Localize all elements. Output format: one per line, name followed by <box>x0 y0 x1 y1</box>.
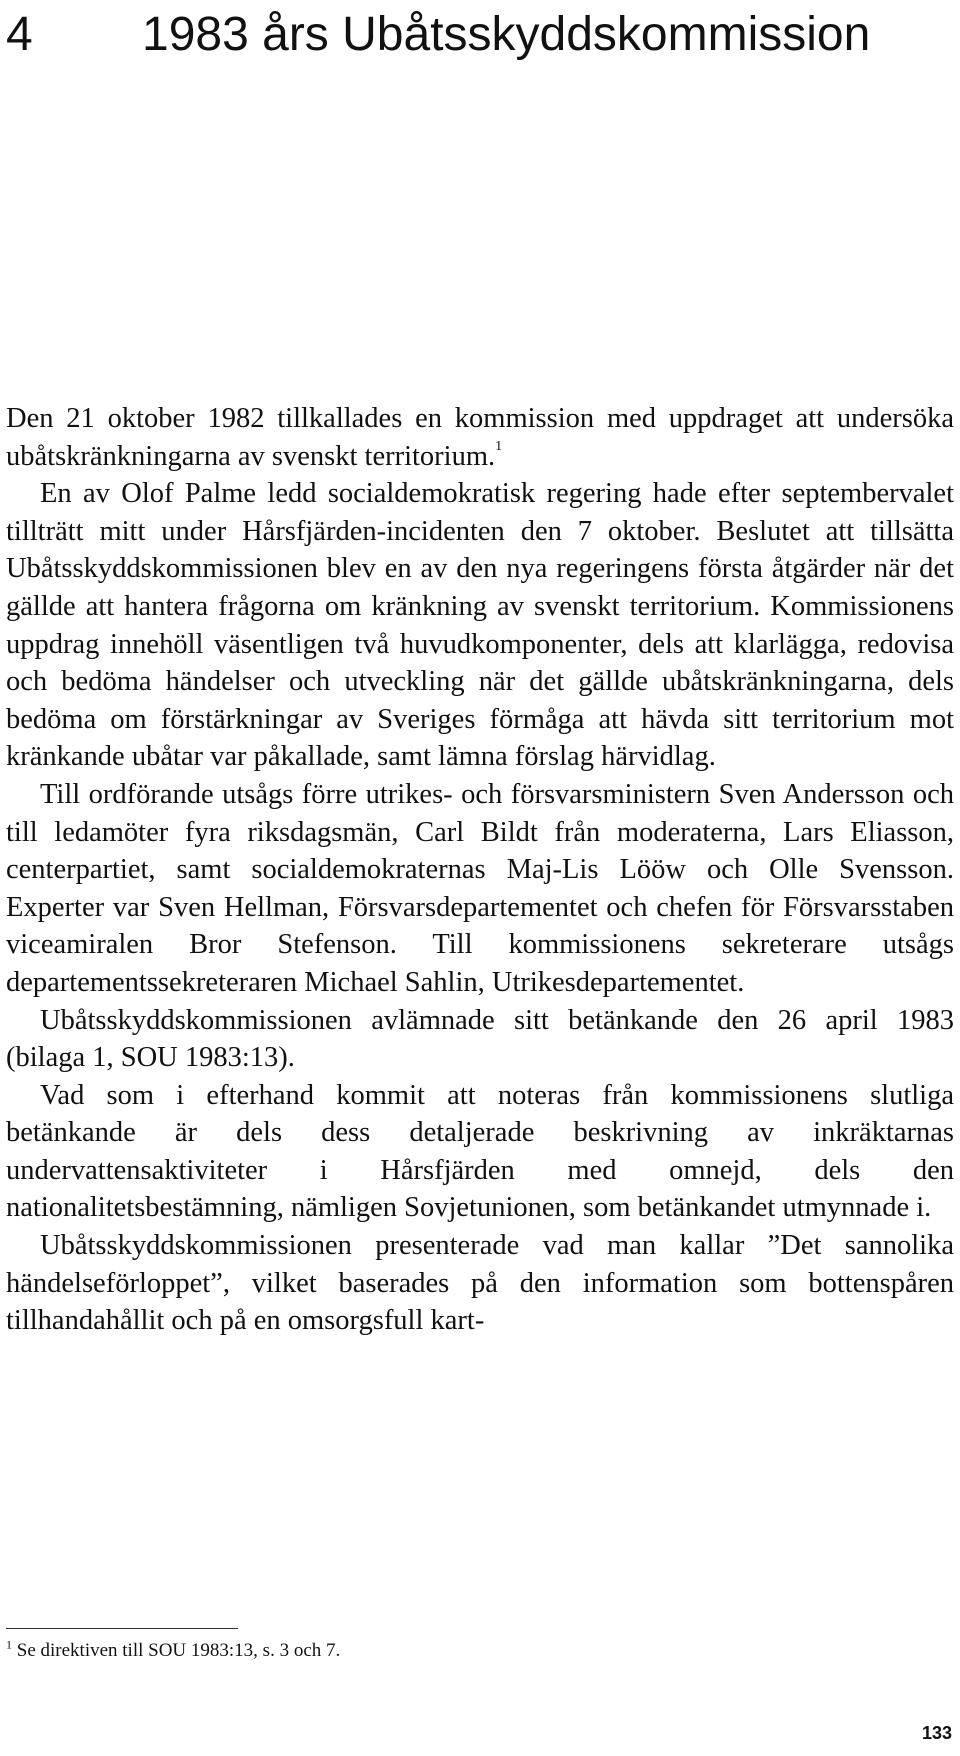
paragraph: En av Olof Palme ledd socialdemokratisk regering hade efter septembervalet tillträtt mitt under Hårsfjärden-incidenten den 7 oktober. Beslutet att tillsätta Ubåtsskyddskommissionen blev en av den nya regeringens första åtgärder när det gällde att hantera frågorna om kränkning av svenskt territorium. Kommissionens uppdrag innehöll väsentligen två huvudkomponenter, dels att klarlägga, redovisa och bedöma händelser och utveckling när det gällde ubåtskränkningarna, dels bedöma om förstärkningar av Sveriges förmåga att hävda sitt territorium mot kränkande ubåtar var påkallade, samt lämna förslag härvidlag. <box>6 478 954 773</box>
chapter-number: 4 <box>6 8 33 61</box>
footnote <box>6 1638 340 1664</box>
chapter-title: 1983 års Ubåtsskyddskommission <box>142 8 871 61</box>
page-number: 133 <box>921 1723 952 1743</box>
paragraph: Ubåtsskyddskommissionen avlämnade sitt betänkande den 26 april 1983 (bilaga 1, SOU 1983:13). <box>6 1004 954 1074</box>
paragraph-text: Den 21 oktober 1982 tillkallades en kommission med uppdraget att undersöka ubåtskränkningarna av svenskt territorium. <box>6 403 954 472</box>
footnote-text: Se direktiven till SOU 1983:13, s. 3 och 7. <box>16 1640 341 1661</box>
paragraph: Ubåtsskyddskommissionen presenterade vad man kallar ”Det sannolika händelseförloppet”, vilket baserades på den information som bottenspåren tillhandahållit och på en omsorgsfull kart- <box>6 1230 954 1337</box>
footnote-mark: 1 <box>6 1637 12 1652</box>
body-text <box>6 400 954 1340</box>
paragraph <box>6 400 954 475</box>
paragraph: Vad som i efterhand kommit att noteras från kommissionens slutliga betänkande är dels dess detaljerade beskrivning av inkräktarnas undervattensaktiviteter i Hårsfjärden med omnejd, dels den nationalitetsbestämning, nämligen Sovjetunionen, som betänkandet utmynnade i. <box>6 1079 954 1224</box>
paragraph: Till ordförande utsågs förre utrikes- och försvarsministern Sven Andersson och till ledamöter fyra riksdagsmän, Carl Bildt från moderaterna, Lars Eliasson, centerpartiet, samt socialdemokraternas Maj-Lis Lööw och Olle Svensson. Experter var Sven Hellman, Försvarsdepartementet och chefen för Försvarsstaben viceamiralen Bror Stefenson. Till kommissionens sekreterare utsågs departementssekreteraren Michael Sahlin, Utrikesdepartementet. <box>6 778 954 998</box>
footnote-reference[interactable]: 1 <box>495 439 503 455</box>
footnote-divider <box>6 1628 238 1629</box>
